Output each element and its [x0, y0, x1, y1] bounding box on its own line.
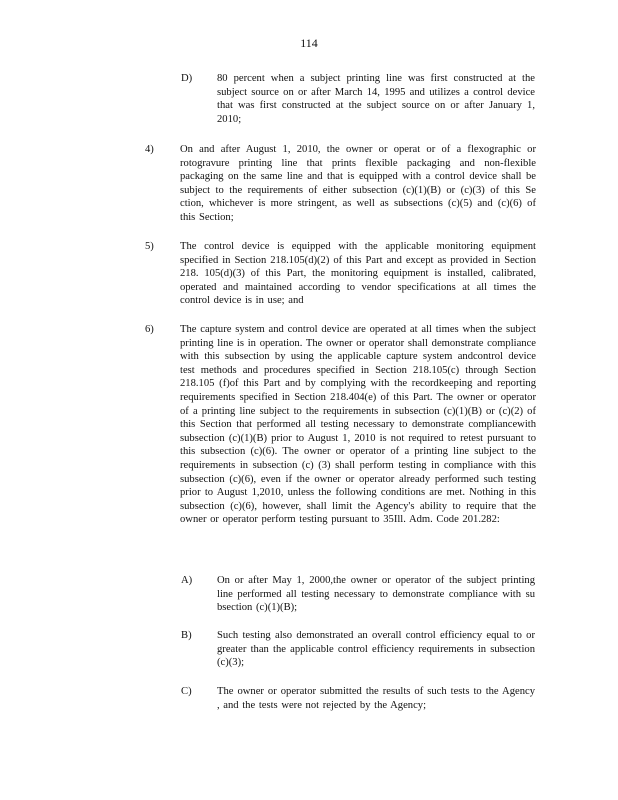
- item-text: 80 percent when a subject printing line was first constructed at the subject source on or after March 14, 1995 and utilizes a control device that was first constructed at the subject source on or after January 1, 2010;: [217, 73, 535, 125]
- item-label: B): [181, 630, 192, 641]
- item-label: D): [181, 73, 193, 84]
- item-label: 6): [145, 324, 154, 335]
- item-label: A): [181, 575, 193, 586]
- item-text: On or after May 1, 2000,the owner or operator of the subject printing line performed all testing necessary to demonstrate compliance with su bsection (c)(1)(B);: [217, 575, 535, 614]
- page-number: 114: [300, 36, 318, 50]
- item-label: 5): [145, 241, 154, 252]
- item-text: The control device is equipped with the applicable monitoring equipment specified in Section 218.105(d)(2) of this Part and except as provided in Section 218. 105(d)(3) of this Part, the monitoring equipment is installed, calibrated, operated and maintained according to vendor specifications at all times the control device is in use; and: [180, 241, 536, 307]
- item-text: The capture system and control device are operated at all times when the subject printing line is in operation. The owner or operator shall demonstrate compliance with this subsection by using the applicable capture system andcontrol device test methods and procedures specified in Section 218.105(c) through Section 218.105 (f)of this Part and by complying with the recordkeeping and reporting requirements specified in Section 218.404(e) of this Part. The owner or operator of a printing line subject to the requirements in subsection (c)(1)(B) or (c)(2) of this Section that performed all testing necessary to demonstrate compliancewith subsection (c)(1)(B) prior to August 1, 2010 is not required to retest pursuant to this subsection (c)(6). The owner or operator of a printing line subject to the requirements in subsection (c) (3) shall perform testing in compliance with this subsection (c)(6), even if the owner or operator already performed such testing prior to August 1,2010, unless the following conditions are met. Nothing in this subsection (c)(6), however, shall limit the Agency's ability to require that the owner or operator perform testing pursuant to 35Ill. Adm. Code 201.282:: [180, 324, 536, 526]
- item-label: 4): [145, 144, 154, 155]
- item-text: The owner or operator submitted the results of such tests to the Agency , and the tests were not rejected by the Agency;: [217, 686, 535, 711]
- item-text: On and after August 1, 2010, the owner or operat or of a flexographic or rotogravure printing line that prints flexible packaging and non-flexible packaging on the same line and that is equipped with a control device shall be subject to the requirements of either subsection (c)(1)(B) or (c)(3) of this Se ction, whichever is more stringent, as well as subsections (c)(5) and (c)(6) of this Section;: [180, 144, 536, 223]
- item-text: Such testing also demonstrated an overall control efficiency equal to or greater than the applicable control efficiency requirements in subsection (c)(3);: [217, 630, 535, 669]
- item-label: C): [181, 686, 192, 697]
